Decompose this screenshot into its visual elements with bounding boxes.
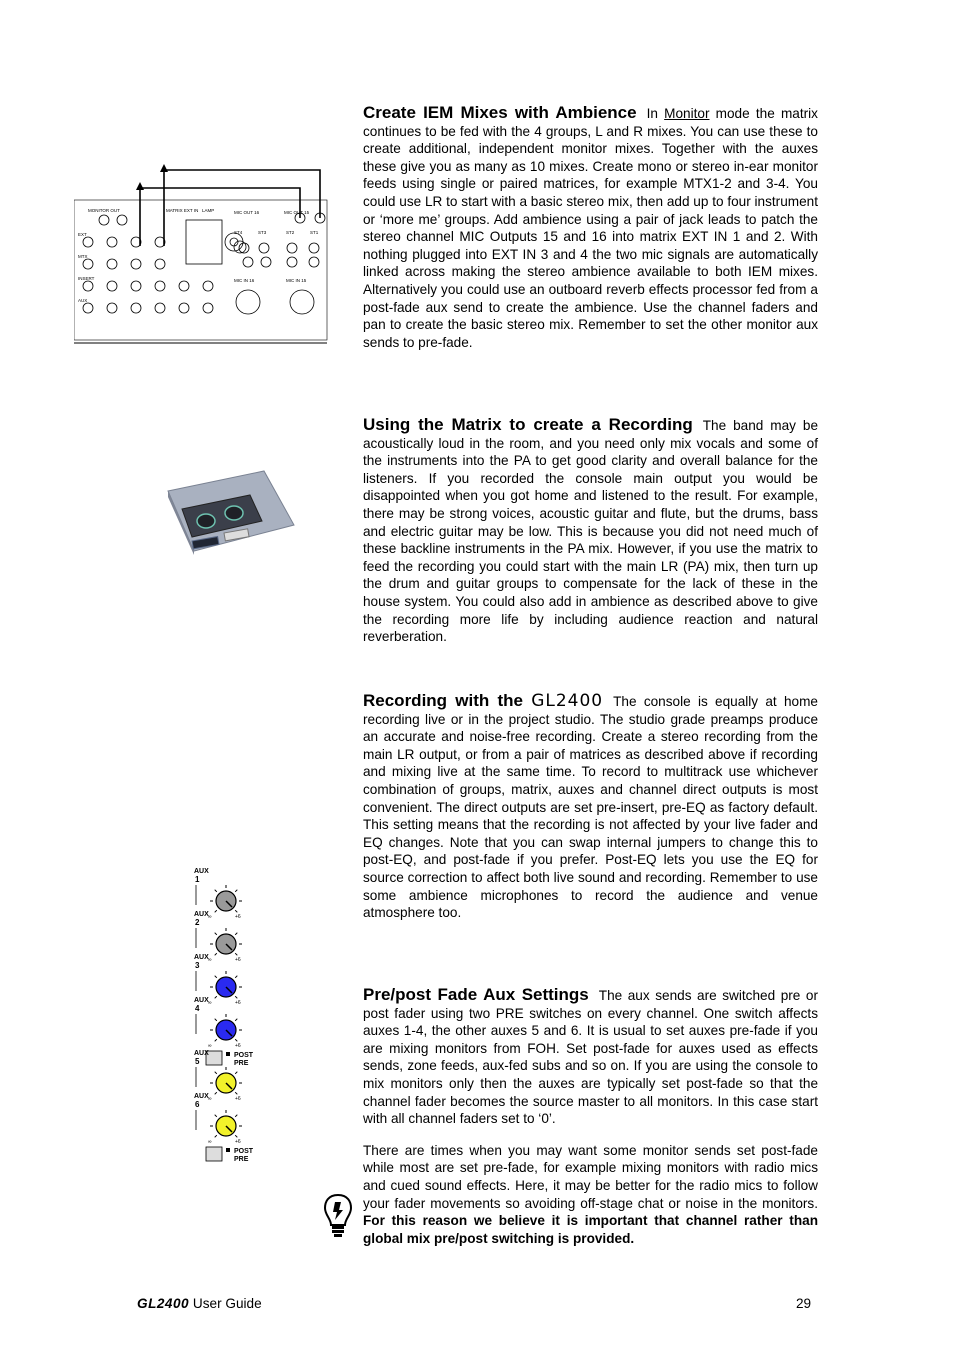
knob-tick — [235, 1072, 237, 1074]
svg-text:AUX: AUX — [78, 298, 88, 303]
knob-tick — [215, 953, 217, 955]
knob-tick — [215, 890, 217, 892]
section-matrix-recording — [363, 416, 818, 646]
knob-tick — [235, 996, 237, 998]
aux-label: AUX — [194, 911, 209, 918]
svg-text:ST4: ST4 — [234, 230, 243, 235]
knob-tick — [215, 1115, 217, 1117]
svg-text:INSERT: INSERT — [78, 276, 95, 281]
knob-scale-max: +6 — [235, 1000, 241, 1006]
knob-scale-min: ∞ — [208, 1000, 212, 1006]
knob-scale-min: ∞ — [208, 1096, 212, 1102]
knob-tick — [215, 1092, 217, 1094]
switch-pre-label: PRE — [234, 1156, 249, 1163]
aux-label: AUX — [194, 954, 209, 961]
aux-number: 5 — [195, 1057, 200, 1066]
knob-scale-min: ∞ — [208, 1139, 212, 1145]
svg-text:MATRIX EXT IN: MATRIX EXT IN — [166, 208, 199, 213]
monitor-mode-link: Monitor — [664, 106, 710, 121]
section-body: The band may be acoustically loud in the room, and you need only mix vocals and some of the instruments into the PA to get good clarity and overall balance for the listeners. If you recorded the console main output you would be disappointed when you got home and listened to the result. For example, there may be strong voices, acoustic guitar and flute, but the drums, bass and electric guitar may be low. This is because you did not need much of these backline instruments in the PA mix. However, if you use the matrix to feed the recording you could start with the main LR (PA) mix, then turn up the drum and guitar groups to compensate for the lack of these in the house system. You could also add in ambience as described above to give the recording more life by including audience reaction and natural reverberation. — [363, 418, 818, 645]
patch-panel-diagram — [74, 160, 328, 345]
aux-knob-strip — [192, 865, 258, 1170]
aux-number: 3 — [195, 961, 200, 970]
recorder-illustration — [164, 465, 296, 555]
section-body: The aux sends are switched pre or post fader using two PRE switches on every channel. One switch affects auxes 1-4, the other auxes 5 and 6. It is usual to set auxes pre-fade if you are mixing monitors from FOH. Set post-fade for auxes used as effects sends, zone feeds, aux-fed subs and so on. If you are using the console to mix monitors only then the auxes are typically set post-fade so that the channel fader becomes the source master to all monitors. In this case start with all channel faders set to ‘0’. — [363, 988, 818, 1127]
aux-label: AUX — [194, 1050, 209, 1057]
aux-label: AUX — [194, 868, 209, 875]
svg-text:MIC OUT 15: MIC OUT 15 — [284, 210, 310, 215]
knob-tick — [235, 1019, 237, 1021]
knob-tick — [235, 1115, 237, 1117]
knob-tick — [215, 1039, 217, 1041]
knob-tick — [235, 1092, 237, 1094]
knob-tick — [235, 953, 237, 955]
knob-tick — [215, 1019, 217, 1021]
aux-number: 1 — [195, 875, 200, 884]
aux-knob-strip-svg — [192, 865, 258, 1170]
switch-indicator — [226, 1148, 230, 1152]
svg-text:ST1: ST1 — [310, 230, 319, 235]
knob-tick — [235, 976, 237, 978]
section-heading-text: Recording with the — [363, 691, 523, 710]
knob-scale-min: ∞ — [208, 957, 212, 963]
knob-scale-max: +6 — [235, 1043, 241, 1049]
section-body: The console is equally at home recording live or in the project studio. The studio grade preamps produce an accurate and noise-free recording. Create a stereo recording from the main LR output, or from a pair of matrices as described above if recording and mixing live at the same time. To record to multitrack use whichever combination of groups, matrix, auxes and channel direct outputs is most convenient. The direct outputs are set pre-insert, pre-EQ as factory default. This setting means that the recording is not affected by your live fader and EQ changes. Note that you can swap internal jumpers to change this to post-EQ, and post-fade if you prefer. Post-EQ lets you use the EQ for source correction to affect both live sound and recording. Remember to use some ambience microphones to record the audience and venue atmosphere too. — [363, 694, 818, 921]
svg-text:LAMP: LAMP — [202, 208, 215, 213]
knob-tick — [235, 1039, 237, 1041]
knob-scale-max: +6 — [235, 957, 241, 963]
switch-post-label: POST — [234, 1148, 254, 1155]
patch-panel-illustration — [74, 160, 328, 345]
svg-text:MIC IN 15: MIC IN 15 — [286, 278, 307, 283]
section-recording-gl2400 — [363, 692, 818, 922]
aux-number: 4 — [195, 1004, 200, 1013]
section-intro: In — [646, 106, 665, 121]
knob-tick — [215, 933, 217, 935]
svg-text:ST3: ST3 — [258, 230, 267, 235]
knob-scale-max: +6 — [235, 914, 241, 920]
footer-guide — [137, 1296, 262, 1311]
footer-guide-label: User Guide — [192, 1296, 262, 1311]
knob-scale-min: ∞ — [208, 914, 212, 920]
knob-tick — [235, 910, 237, 912]
section-body-2: There are times when you may want some monitor sends set post-fade while most are set pre-fade, for example mixing monitors with radio mics and cued sound effects. Here, it may be better for the radio mics to follow your fader movements so avoiding off-stage chat or noise in the monitors. — [363, 1142, 818, 1211]
svg-text:MIC OUT 16: MIC OUT 16 — [234, 210, 260, 215]
footer-logo: GL2400 — [137, 1296, 190, 1311]
section-heading: Create IEM Mixes with Ambience — [363, 103, 637, 122]
knob-tick — [215, 1135, 217, 1137]
section-body-2-bold: For this reason we believe it is important that channel rather than global mix pre/post switching is provided. — [363, 1213, 818, 1246]
knob-tick — [215, 910, 217, 912]
aux-label: AUX — [194, 1093, 209, 1100]
section-heading — [363, 691, 603, 710]
svg-text:MIC IN 16: MIC IN 16 — [234, 278, 255, 283]
knob-tick — [215, 996, 217, 998]
knob-scale-max: +6 — [235, 1096, 241, 1102]
gl2400-logo-text: GL2400 — [531, 691, 604, 711]
section-iem-mixes — [363, 104, 818, 351]
knob-tick — [215, 1072, 217, 1074]
switch-pre-label: PRE — [234, 1060, 249, 1067]
portable-recorder-image — [164, 465, 296, 555]
svg-text:EXT: EXT — [78, 232, 87, 237]
knob-tick — [215, 976, 217, 978]
switch-indicator — [226, 1052, 230, 1056]
aux-label: AUX — [194, 997, 209, 1004]
knob-tick — [235, 933, 237, 935]
page-number: 29 — [796, 1296, 812, 1311]
tip-lightbulb-icon — [323, 1192, 353, 1240]
svg-text:MTX: MTX — [78, 254, 88, 259]
section-body: mode the matrix continues to be fed with the 4 groups, L and R mixes. You can use these to create additional, independent monitor mixes. Together with the auxes these give you as many as 10 mixes. Create mono or stereo in-ear monitor feeds using single or paired matrices, for example MTX1-2 and 3-4. You could use LR to start with a basic stereo mix, then add up to four instrument or ‘more me’ groups. Add ambience using a pair of jack leads to patch the stereo channel MIC Outputs 15 and 16 into matrix EXT IN 1 and 2. With nothing plugged into EXT IN 3 and 4 the two mic signals are automatically linked across making the stereo ambience available to both IEM mixes. Alternatively you could use an outboard reverb effects processor fed from a post-fade aux send to create the ambience. Use the channel faders and pan to create the basic stereo mix. Remember to set the other monitor aux sends to pre-fade. — [363, 106, 818, 350]
knob-tick — [235, 1135, 237, 1137]
svg-text:ST2: ST2 — [286, 230, 295, 235]
knob-scale-min: ∞ — [208, 1043, 212, 1049]
aux-number: 2 — [195, 918, 200, 927]
svg-text:MONITOR OUT: MONITOR OUT — [88, 208, 120, 213]
switch-post-label: POST — [234, 1052, 254, 1059]
pre-post-switch-2[interactable] — [206, 1147, 222, 1161]
section-prepost-fade — [363, 986, 818, 1247]
section-heading: Pre/post Fade Aux Settings — [363, 985, 589, 1004]
aux-number: 6 — [195, 1100, 200, 1109]
section-heading: Using the Matrix to create a Recording — [363, 415, 693, 434]
knob-tick — [235, 890, 237, 892]
knob-scale-max: +6 — [235, 1139, 241, 1145]
